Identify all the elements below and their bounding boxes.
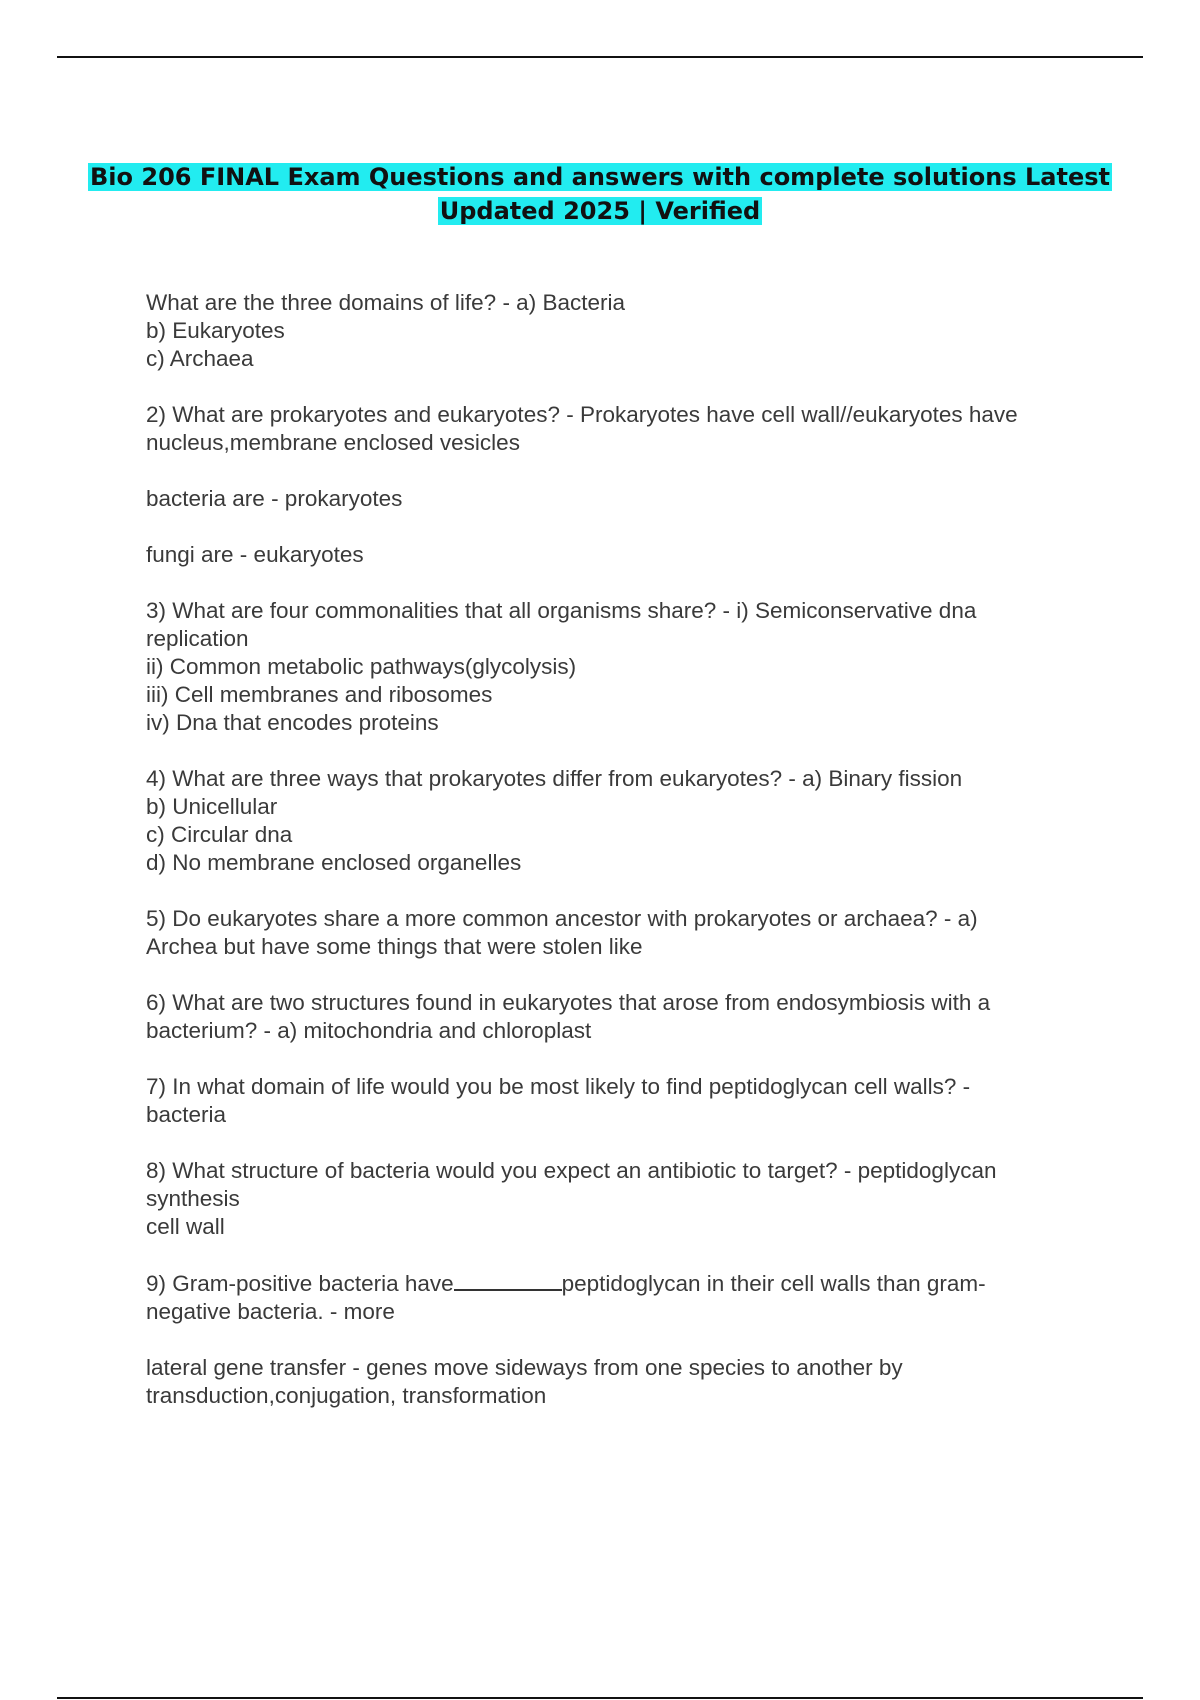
document-body [146,289,1106,1438]
text-line: synthesis [146,1186,240,1211]
text-line: cell wall [146,1214,225,1239]
text-line [146,1269,1106,1298]
text-line: replication [146,626,249,651]
question-block-2 [146,401,1106,457]
text-line: iii) Cell membranes and ribosomes [146,682,493,707]
bottom-rule [57,1697,1143,1699]
text-line: 2) What are prokaryotes and eukaryotes? - Prokaryotes have cell wall//eukaryotes have [146,402,1018,427]
text-line: lateral gene transfer - genes move sideways from one species to another by [146,1355,903,1380]
question-block-3 [146,597,1106,737]
title-line-2: Updated 2025 | Verified [439,197,761,225]
question-block-9 [146,1269,1106,1326]
text-line: bacterium? - a) mitochondria and chloroplast [146,1018,592,1043]
question-block-6 [146,989,1106,1045]
text-line: bacteria are - prokaryotes [146,486,403,511]
text-line: What are the three domains of life? - a) Bacteria [146,290,625,315]
text-line: iv) Dna that encodes proteins [146,710,439,735]
question-block-8 [146,1157,1106,1241]
term-fungi [146,541,1106,569]
text-line: fungi are - eukaryotes [146,542,364,567]
question-block-1 [146,289,1106,373]
q9-text-part2: peptidoglycan in their cell walls than gram- [561,1271,986,1296]
text-line: 5) Do eukaryotes share a more common ancestor with prokaryotes or archaea? - a) [146,906,978,931]
text-line: 7) In what domain of life would you be most likely to find peptidoglycan cell walls? - [146,1074,971,1099]
question-block-4 [146,765,1106,877]
question-block-7 [146,1073,1106,1129]
q9-text-part1: 9) Gram-positive bacteria have [146,1271,454,1296]
text-line: 3) What are four commonalities that all organisms share? - i) Semiconservative dna [146,598,977,623]
text-line: 8) What structure of bacteria would you expect an antibiotic to target? - peptidoglycan [146,1158,997,1183]
fill-in-blank [454,1269,562,1291]
term-lateral-gene-transfer [146,1354,1106,1410]
document-title [60,160,1140,228]
text-line: 6) What are two structures found in eukaryotes that arose from endosymbiosis with a [146,990,991,1015]
text-line: d) No membrane enclosed organelles [146,850,522,875]
text-line: c) Archaea [146,346,254,371]
text-line: ii) Common metabolic pathways(glycolysis) [146,654,577,679]
text-line: b) Unicellular [146,794,278,819]
text-line: negative bacteria. - more [146,1299,395,1324]
question-block-5 [146,905,1106,961]
text-line: nucleus,membrane enclosed vesicles [146,430,520,455]
text-line: b) Eukaryotes [146,318,285,343]
text-line: Archea but have some things that were stolen like [146,934,643,959]
text-line: c) Circular dna [146,822,293,847]
text-line: transduction,conjugation, transformation [146,1383,547,1408]
top-rule [57,56,1143,58]
title-line-1: Bio 206 FINAL Exam Questions and answers with complete solutions Latest [90,163,1110,191]
term-bacteria [146,485,1106,513]
text-line: 4) What are three ways that prokaryotes differ from eukaryotes? - a) Binary fission [146,766,963,791]
text-line: bacteria [146,1102,227,1127]
